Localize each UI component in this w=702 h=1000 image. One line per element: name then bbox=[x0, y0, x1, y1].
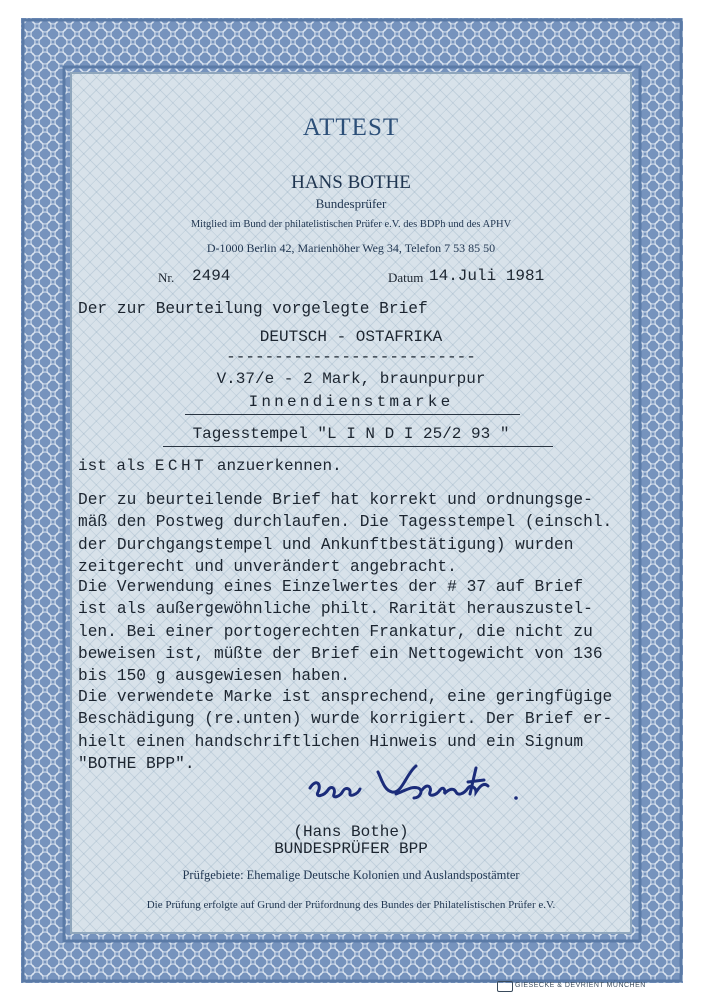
paragraph-line: Die Verwendung eines Einzelwertes der # 37 auf Brief bbox=[78, 578, 584, 596]
printer-logo-icon bbox=[497, 981, 513, 992]
kind-underline bbox=[185, 414, 520, 415]
signatory-name: (Hans Bothe) bbox=[293, 823, 409, 841]
paragraph-line: "BOTHE BPP". bbox=[78, 754, 195, 773]
item-variety: V.37/e - 2 Mark, braunpurpur bbox=[216, 370, 486, 388]
item-intro: Der zur Beurteilung vorgelegte Brief bbox=[78, 300, 428, 318]
item-kind: Innendienstmarke bbox=[248, 393, 454, 411]
paragraph-line: Die verwendete Marke ist ansprechend, eine geringfügige bbox=[78, 688, 613, 706]
paragraph-line: hielt einen handschriftlichen Hinweis und ein Signum bbox=[78, 732, 584, 751]
paragraph-line: mäß den Postweg durchlaufen. Die Tagesstempel (einschl. bbox=[78, 513, 613, 532]
paragraph-rarity bbox=[78, 576, 603, 687]
paragraph-line: der Durchgangstempel und Ankunftbestätigung) wurden bbox=[78, 535, 574, 554]
paragraph-line: Beschädigung (re.unten) wurde korrigiert. Der Brief er- bbox=[78, 710, 613, 729]
certificate-date: 14.Juli 1981 bbox=[429, 267, 545, 285]
paragraph-line: ist als außergewöhnliche philt. Rarität herauszustel- bbox=[78, 600, 593, 619]
verdict-word: ECHT bbox=[154, 457, 208, 475]
item-country: DEUTSCH - OSTAFRIKA bbox=[259, 328, 443, 346]
examiner-address: D-1000 Berlin 42, Marienhöher Weg 34, Telefon 7 53 85 50 bbox=[206, 241, 496, 255]
date-label: Datum bbox=[388, 270, 424, 285]
examination-areas: Prüfgebiete: Ehemalige Deutsche Kolonien und Auslandspostämter bbox=[182, 868, 520, 882]
verdict-suffix: anzuerkennen. bbox=[216, 457, 342, 475]
number-label: Nr. bbox=[158, 270, 175, 285]
paragraph-line: beweisen ist, müßte der Brief ein Nettogewicht von 136 bbox=[78, 644, 603, 663]
membership-line: Mitglied im Bund der philatelistischen Prüfer e.V. des BDPh und des APHV bbox=[190, 219, 512, 230]
item-postmark: Tagesstempel "L I N D I 25/2 93 " bbox=[192, 425, 510, 443]
postmark-underline bbox=[163, 446, 553, 447]
item-separator: -------------------------- bbox=[226, 348, 476, 366]
examiner-name: HANS BOTHE bbox=[291, 172, 411, 193]
paragraph-line: bis 150 g ausgewiesen haben. bbox=[78, 667, 350, 686]
handwritten-signature bbox=[300, 758, 560, 810]
paragraph-line: zeitgerecht und unverändert angebracht. bbox=[78, 557, 457, 576]
paragraph-line: len. Bei einer portogerechten Frankatur, die nicht zu bbox=[78, 622, 593, 641]
paragraph-line: Der zu beurteilende Brief hat korrekt und ordnungsge- bbox=[78, 491, 593, 509]
examination-basis-note: Die Prüfung erfolgte auf Grund der Prüfordnung des Bundes der Philatelistischen Prüfer e.V. bbox=[146, 899, 556, 911]
paragraph-postal-route bbox=[78, 489, 612, 578]
certificate-number: 2494 bbox=[192, 267, 231, 285]
verdict-line bbox=[78, 457, 342, 475]
printer-imprint: GIESECKE & DEVRIENT MÜNCHEN bbox=[515, 982, 646, 989]
certificate-title: ATTEST bbox=[302, 114, 400, 141]
verdict-prefix: ist als bbox=[78, 457, 146, 475]
signatory-title: BUNDESPRÜFER BPP bbox=[274, 840, 428, 858]
examiner-role: Bundesprüfer bbox=[315, 196, 387, 211]
